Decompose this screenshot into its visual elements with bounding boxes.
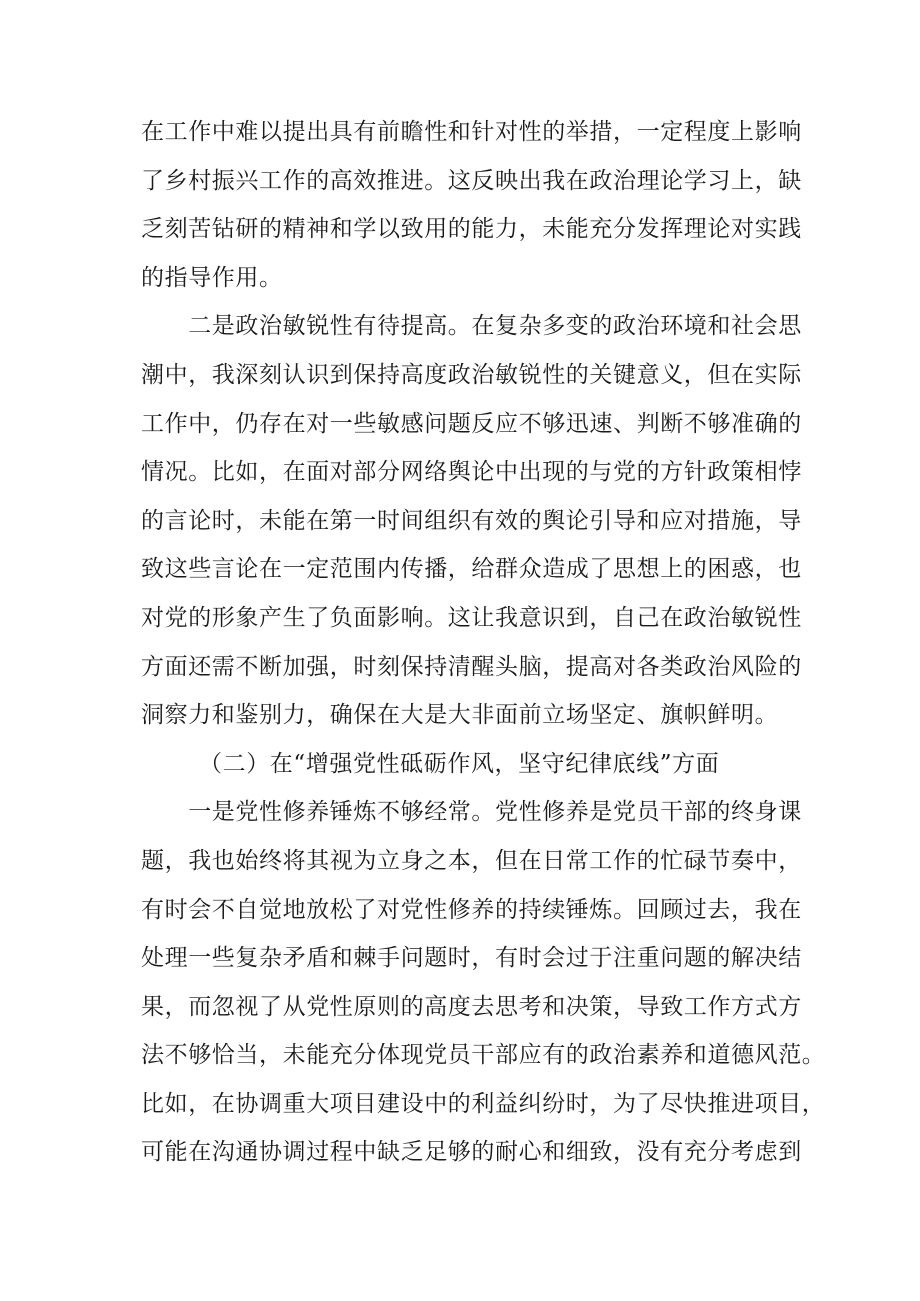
text-line: 致这些言论在一定范围内传播，给群众造成了思想上的困惑，也 (141, 556, 802, 583)
document-body (141, 108, 826, 1177)
text-line: 对党的形象产生了负面影响。这让我意识到，自己在政治敏锐性 (141, 604, 802, 631)
text-line: 情况。比如，在面对部分网络舆论中出现的与党的方针政策相悖 (141, 459, 802, 486)
text-line: 题，我也始终将其视为立身之本，但在日常工作的忙碌节奏中， (141, 847, 802, 874)
text-line: 方面还需不断加强，时刻保持清醒头脑，提高对各类政治风险的 (141, 653, 802, 680)
text-line: 工作中，仍存在对一些敏感问题反应不够迅速、判断不够准确的 (141, 410, 802, 437)
text-line: 二是政治敏锐性有待提高。在复杂多变的政治环境和社会思 (141, 313, 802, 340)
text-line: 了乡村振兴工作的高效推进。这反映出我在政治理论学习上，缺 (141, 167, 802, 194)
section-heading: （二）在“增强党性砥砺作风，坚守纪律底线”方面 (199, 750, 720, 777)
text-line: 法不够恰当，未能充分体现党员干部应有的政治素养和道德风范。 (141, 1042, 826, 1069)
text-line: 处理一些复杂矛盾和棘手问题时，有时会过于注重问题的解决结 (141, 945, 802, 972)
text-line: 的指导作用。 (141, 264, 283, 291)
text-line: 的言论时，未能在第一时间组织有效的舆论引导和应对措施，导 (141, 507, 802, 534)
text-line: 乏刻苦钻研的精神和学以致用的能力，未能充分发挥理论对实践 (141, 216, 802, 243)
text-line: 比如，在协调重大项目建设中的利益纠纷时，为了尽快推进项目， (141, 1090, 826, 1117)
text-line: 在工作中难以提出具有前瞻性和针对性的举措，一定程度上影响 (141, 119, 802, 145)
text-line: 潮中，我深刻认识到保持高度政治敏锐性的关键意义，但在实际 (141, 361, 802, 388)
text-line: 可能在沟通协调过程中缺乏足够的耐心和细致，没有充分考虑到 (141, 1139, 802, 1166)
text-line: 有时会不自觉地放松了对党性修养的持续锤炼。回顾过去，我在 (141, 896, 802, 923)
text-line: 果，而忽视了从党性原则的高度去思考和决策，导致工作方式方 (141, 993, 802, 1020)
text-line: 洞察力和鉴别力，确保在大是大非面前立场坚定、旗帜鲜明。 (141, 702, 779, 729)
text-line: 一是党性修养锤炼不够经常。党性修养是党员干部的终身课 (141, 799, 802, 826)
